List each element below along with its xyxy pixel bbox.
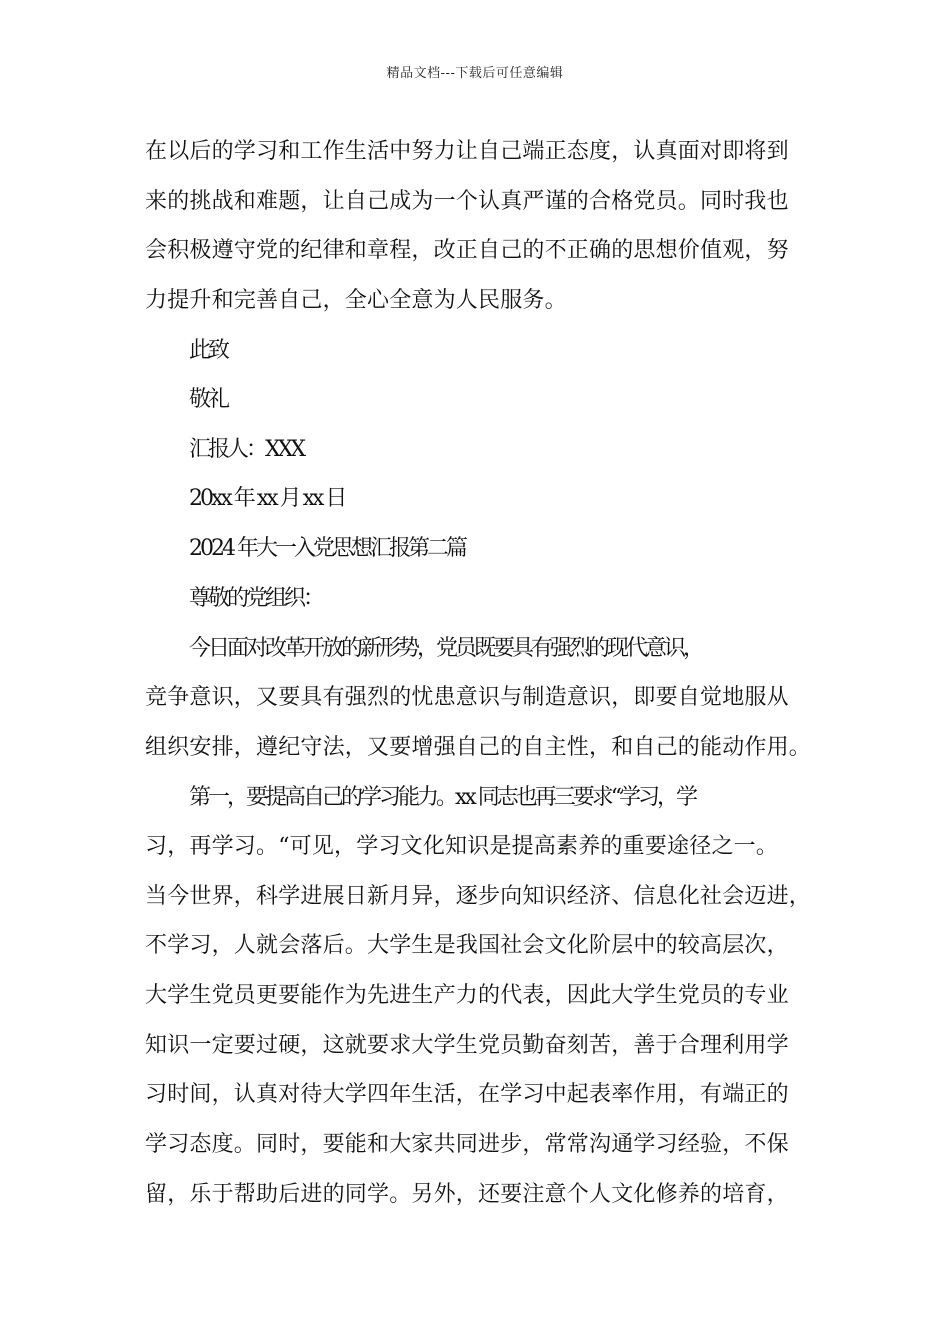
section-title: 2024 年大一入党思想汇报第二篇 bbox=[189, 536, 465, 561]
text-line: 知识一定要过硬，这就要求大学生党员勤奋刻苦，善于合理利用学 bbox=[145, 1033, 789, 1058]
report-date: 20xx 年 xx 月 xx 日 bbox=[189, 486, 345, 511]
text-line: 来的挑战和难题，让自己成为一个认真严谨的合格党员。同时我也 bbox=[145, 189, 789, 214]
closing-regards: 敬礼 bbox=[189, 387, 228, 412]
text-line: 会积极遵守党的纪律和章程，改正自己的不正确的思想价值观，努 bbox=[145, 238, 789, 263]
text-line: 组织安排，遵纪守法，又要增强自己的自主性，和自己的能动作用。 bbox=[145, 735, 812, 760]
text-line: 习，再学习。“可见，学习文化知识是提高素养的重要途径之一。 bbox=[145, 834, 779, 859]
text-line: 在以后的学习和工作生活中努力让自己端正态度，认真面对即将到 bbox=[145, 139, 789, 164]
reporter-name: 汇报人：XXX bbox=[189, 437, 303, 462]
text-line: 大学生党员更要能作为先进生产力的代表，因此大学生党员的专业 bbox=[145, 983, 789, 1008]
greeting: 尊敬的党组织： bbox=[189, 586, 323, 611]
text-line: 竞争意识，又要具有强烈的忧患意识与制造意识，即要自觉地服从 bbox=[145, 685, 789, 710]
text-line: 学习态度。同时，要能和大家共同进步，常常沟通学习经验，不保 bbox=[145, 1132, 789, 1157]
text-line: 留，乐于帮助后进的同学。另外，还要注意个人文化修养的培育， bbox=[145, 1182, 789, 1207]
text-line: 力提升和完善自己，全心全意为人民服务。 bbox=[145, 288, 567, 313]
text-line: 第一，要提高自己的学习能力。xx 同志也再三要求“学习，学 bbox=[189, 785, 696, 810]
text-line: 今日面对改革开放的新形势，党员既要具有强烈的现代意识， bbox=[189, 636, 703, 661]
closing-salutation: 此致 bbox=[189, 338, 228, 363]
text-line: 不学习，人就会落后。大学生是我国社会文化阶层中的较高层次， bbox=[145, 933, 789, 958]
text-line: 习时间，认真对待大学四年生活，在学习中起表率作用，有端正的 bbox=[145, 1082, 789, 1107]
text-line: 当今世界，科学进展日新月异，逐步向知识经济、信息化社会迈进， bbox=[145, 884, 812, 909]
page-header: 精品文档---下载后可任意编辑 bbox=[386, 66, 564, 81]
